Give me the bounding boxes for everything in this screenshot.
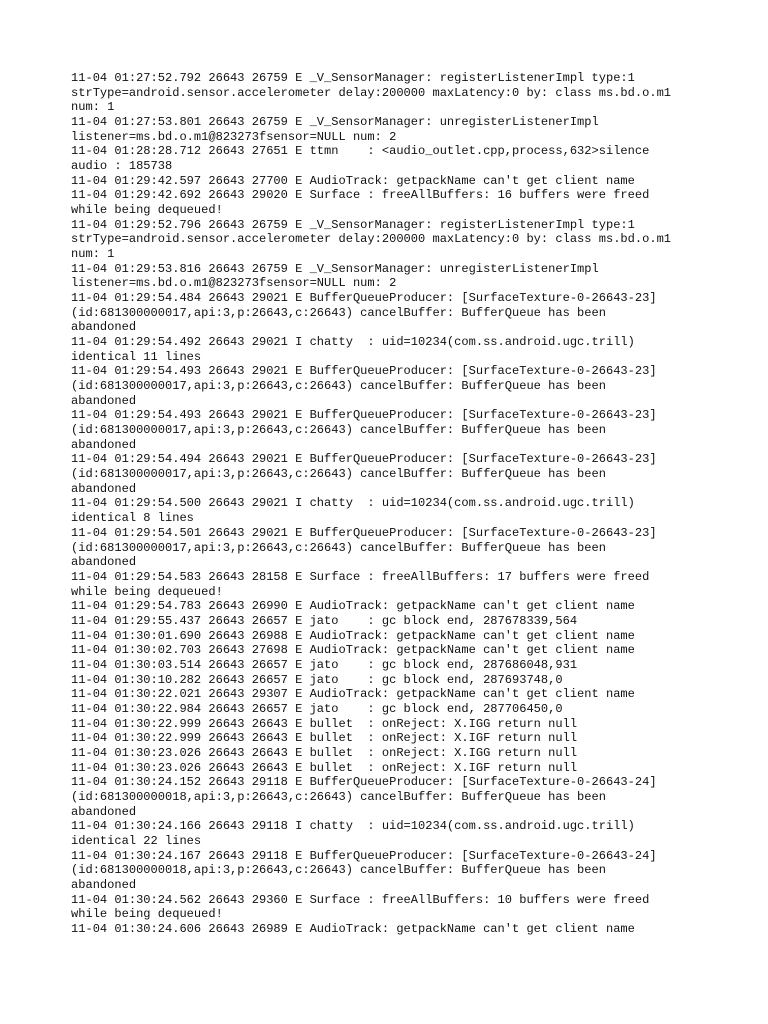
log-line: 11-04 01:30:24.167 26643 29118 E BufferQueueProducer: [SurfaceTexture-0-26643-24] [71,848,657,863]
log-line: 11-04 01:30:01.690 26643 26988 E AudioTrack: getpackName can't get client name [71,628,635,643]
log-line: strType=android.sensor.accelerometer delay:200000 maxLatency:0 by: class ms.bd.o.m1 [71,232,672,247]
log-line: abandoned [71,804,137,819]
log-line: 11-04 01:29:54.501 26643 29021 E BufferQueueProducer: [SurfaceTexture-0-26643-23] [71,525,657,540]
log-text-body [71,71,711,937]
log-line: while being dequeued! [71,907,223,922]
log-line: (id:681300000017,api:3,p:26643,c:26643) cancelBuffer: BufferQueue has been [71,379,606,394]
log-line: 11-04 01:29:53.816 26643 26759 E _V_SensorManager: unregisterListenerImpl [71,261,599,276]
log-line: (id:681300000017,api:3,p:26643,c:26643) cancelBuffer: BufferQueue has been [71,540,606,555]
log-line: 11-04 01:30:03.514 26643 26657 E jato : gc block end, 287686048,931 [71,657,578,672]
log-line: abandoned [71,437,137,452]
log-line: (id:681300000018,api:3,p:26643,c:26643) cancelBuffer: BufferQueue has been [71,789,606,804]
log-line: abandoned [71,555,137,570]
log-line: 11-04 01:30:22.999 26643 26643 E bullet : onReject: X.IGG return null [71,716,578,731]
log-line: 11-04 01:29:54.494 26643 29021 E BufferQueueProducer: [SurfaceTexture-0-26643-23] [71,452,657,467]
log-line: identical 8 lines [71,511,194,526]
log-line: identical 11 lines [71,349,202,364]
log-line: 11-04 01:30:23.026 26643 26643 E bullet : onReject: X.IGG return null [71,745,578,760]
log-line: 11-04 01:30:02.703 26643 27698 E AudioTrack: getpackName can't get client name [71,643,635,658]
log-line: while being dequeued! [71,203,223,218]
log-line: abandoned [71,877,137,892]
log-line: (id:681300000017,api:3,p:26643,c:26643) cancelBuffer: BufferQueue has been [71,467,606,482]
log-line: 11-04 01:30:22.984 26643 26657 E jato : gc block end, 287706450,0 [71,701,563,716]
log-line: 11-04 01:29:42.597 26643 27700 E AudioTrack: getpackName can't get client name [71,173,635,188]
log-line: audio : 185738 [71,159,173,174]
log-line: 11-04 01:28:28.712 26643 27651 E ttmn : <audio_outlet.cpp,process,632>silence [71,144,650,159]
log-line: num: 1 [71,247,115,262]
log-line: (id:681300000017,api:3,p:26643,c:26643) cancelBuffer: BufferQueue has been [71,423,606,438]
log-line: 11-04 01:29:54.500 26643 29021 I chatty : uid=10234(com.ss.android.ugc.trill) [71,496,635,511]
log-line: abandoned [71,320,137,335]
log-line: 11-04 01:29:54.484 26643 29021 E BufferQueueProducer: [SurfaceTexture-0-26643-23] [71,291,657,306]
log-line: 11-04 01:29:54.783 26643 26990 E AudioTrack: getpackName can't get client name [71,599,635,614]
log-line: 11-04 01:29:54.492 26643 29021 I chatty : uid=10234(com.ss.android.ugc.trill) [71,335,635,350]
log-line: listener=ms.bd.o.m1@823273fsensor=NULL num: 2 [71,129,397,144]
log-line: 11-04 01:27:53.801 26643 26759 E _V_SensorManager: unregisterListenerImpl [71,115,599,130]
log-line: (id:681300000018,api:3,p:26643,c:26643) cancelBuffer: BufferQueue has been [71,863,606,878]
log-line: abandoned [71,393,137,408]
log-line: 11-04 01:29:52.796 26643 26759 E _V_SensorManager: registerListenerImpl type:1 [71,217,635,232]
log-line: 11-04 01:27:52.792 26643 26759 E _V_SensorManager: registerListenerImpl type:1 [71,71,635,85]
log-line: listener=ms.bd.o.m1@823273fsensor=NULL num: 2 [71,276,397,291]
log-line: abandoned [71,481,137,496]
log-line: 11-04 01:30:24.166 26643 29118 I chatty : uid=10234(com.ss.android.ugc.trill) [71,819,635,834]
log-line: 11-04 01:29:54.493 26643 29021 E BufferQueueProducer: [SurfaceTexture-0-26643-23] [71,364,657,379]
log-line: 11-04 01:30:10.282 26643 26657 E jato : gc block end, 287693748,0 [71,672,563,687]
log-line: 11-04 01:30:24.606 26643 26989 E AudioTrack: getpackName can't get client name [71,921,635,936]
log-line: num: 1 [71,100,115,115]
log-line: identical 22 lines [71,833,202,848]
log-line: 11-04 01:30:22.021 26643 29307 E AudioTrack: getpackName can't get client name [71,687,635,702]
log-line: 11-04 01:30:24.152 26643 29118 E BufferQueueProducer: [SurfaceTexture-0-26643-24] [71,775,657,790]
log-line: 11-04 01:29:54.583 26643 28158 E Surface : freeAllBuffers: 17 buffers were freed [71,569,650,584]
log-line: 11-04 01:29:42.692 26643 29020 E Surface : freeAllBuffers: 16 buffers were freed [71,188,650,203]
log-line: (id:681300000017,api:3,p:26643,c:26643) cancelBuffer: BufferQueue has been [71,305,606,320]
log-line: 11-04 01:29:55.437 26643 26657 E jato : gc block end, 287678339,564 [71,613,578,628]
log-line: 11-04 01:30:23.026 26643 26643 E bullet : onReject: X.IGF return null [71,760,578,775]
log-line: 11-04 01:30:24.562 26643 29360 E Surface : freeAllBuffers: 10 buffers were freed [71,892,650,907]
log-line: 11-04 01:30:22.999 26643 26643 E bullet : onReject: X.IGF return null [71,731,578,746]
log-line: while being dequeued! [71,584,223,599]
log-line: 11-04 01:29:54.493 26643 29021 E BufferQueueProducer: [SurfaceTexture-0-26643-23] [71,408,657,423]
log-line: strType=android.sensor.accelerometer delay:200000 maxLatency:0 by: class ms.bd.o.m1 [71,85,672,100]
